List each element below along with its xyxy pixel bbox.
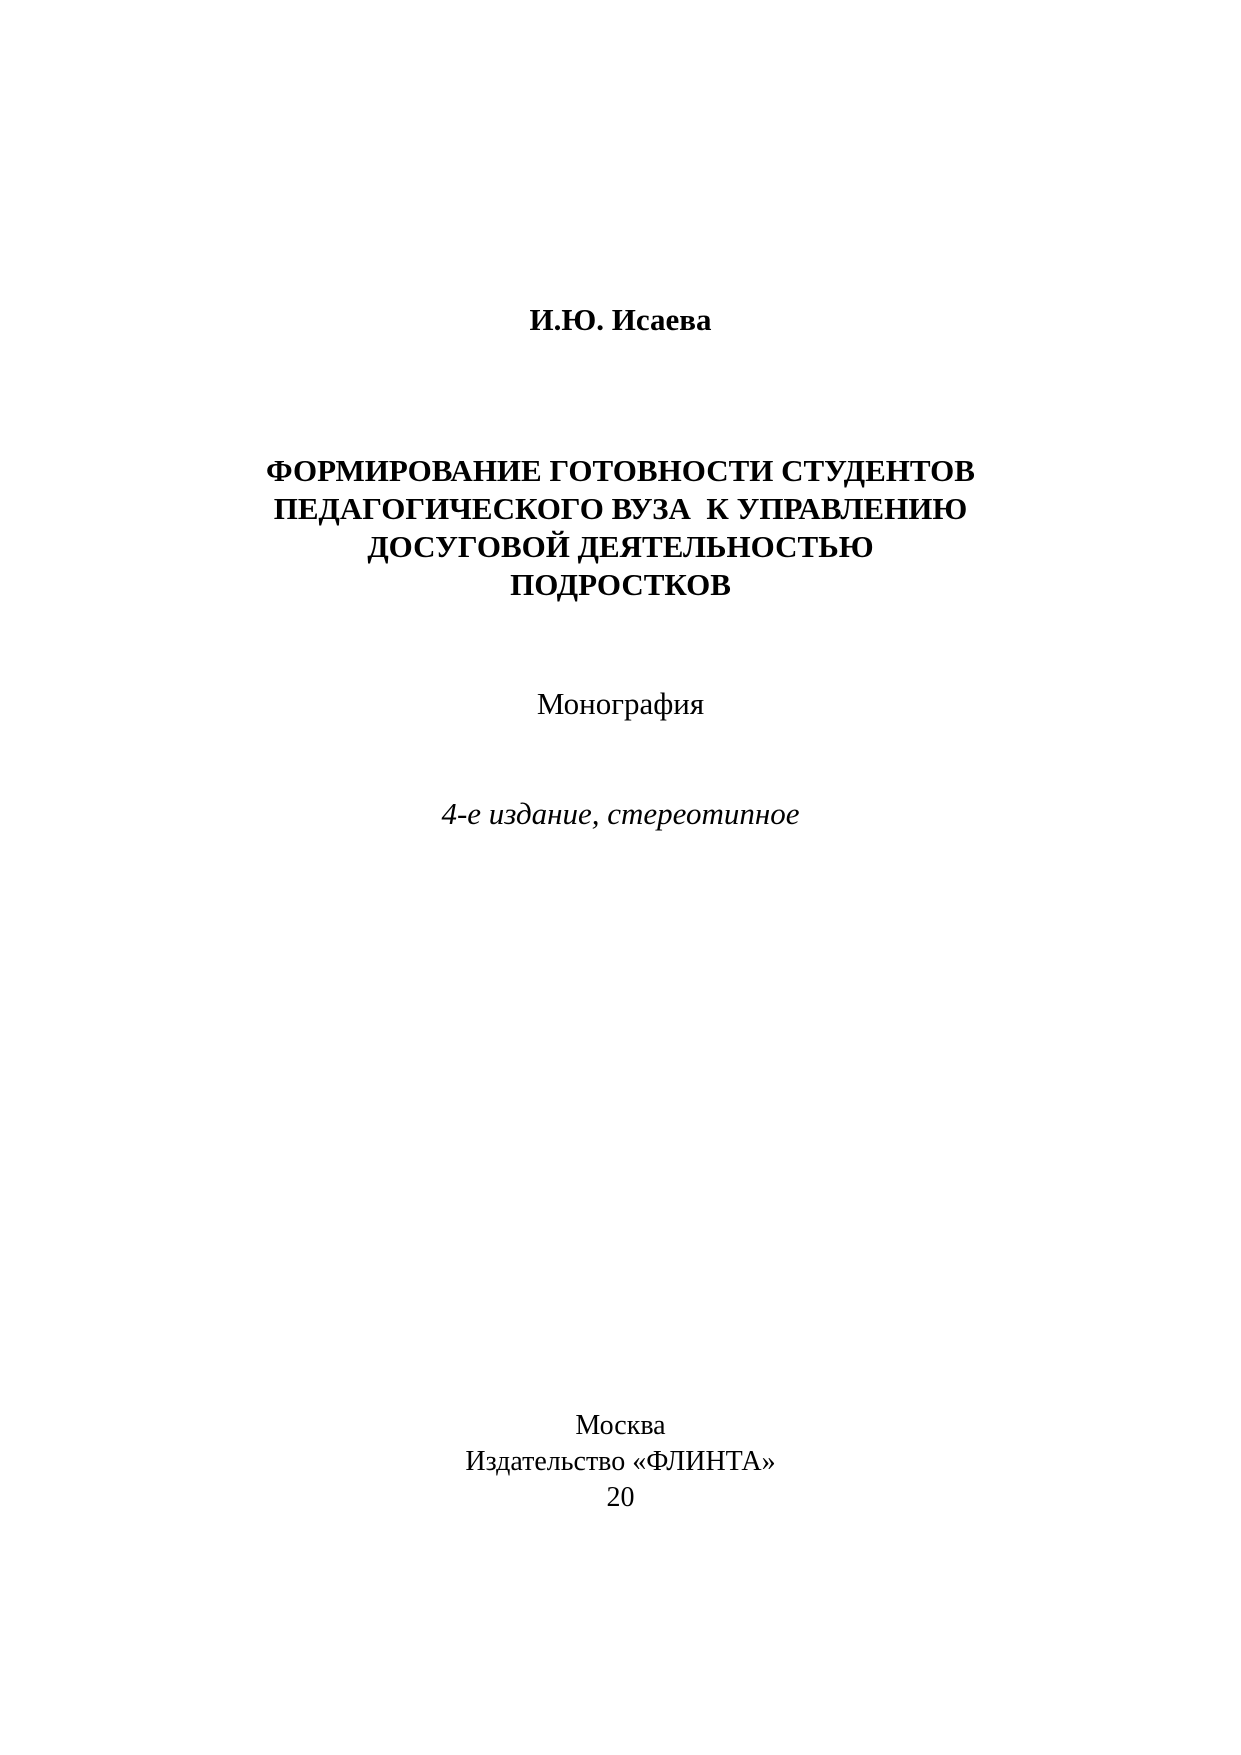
book-title-line: ДОСУГОВОЙ ДЕЯТЕЛЬНОСТЬЮ xyxy=(367,529,874,564)
imprint-publisher: Издательство «ФЛИНТА» xyxy=(465,1446,776,1477)
imprint-city: Москва xyxy=(575,1410,666,1441)
edition-note: 4-е издание, стереотипное xyxy=(441,796,800,831)
author-name: И.Ю. Исаева xyxy=(529,302,712,337)
book-title-line: ПЕДАГОГИЧЕСКОГО ВУЗА К УПРАВЛЕНИЮ xyxy=(273,491,968,526)
book-title xyxy=(0,452,1241,604)
book-title-line: ПОДРОСТКОВ xyxy=(510,567,731,602)
imprint-year: 20 xyxy=(606,1482,635,1513)
imprint xyxy=(0,1408,1241,1516)
book-title-line: ФОРМИРОВАНИЕ ГОТОВНОСТИ СТУДЕНТОВ xyxy=(266,453,975,488)
publication-type: Монография xyxy=(536,686,705,721)
